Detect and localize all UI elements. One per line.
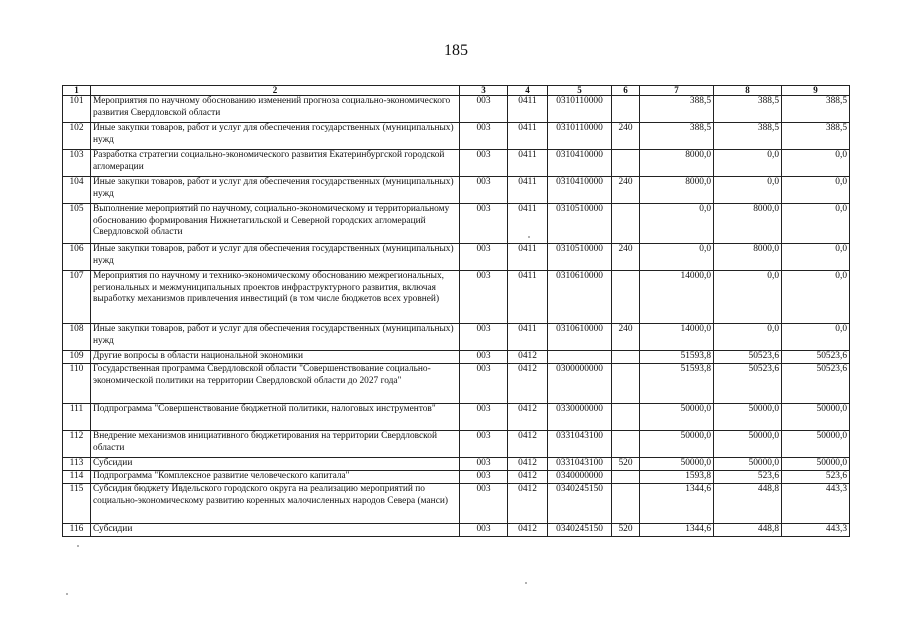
section-code: 0412 [508,404,548,431]
section-code: 0412 [508,431,548,458]
amount-col7: 1344,6 [640,484,714,524]
row-number: 103 [63,150,91,177]
expense-type-code [612,96,640,123]
table-row [63,404,850,431]
target-article-code: 0331043100 [548,458,612,471]
amount-col7: 51593,8 [640,364,714,404]
amount-col7: 14000,0 [640,271,714,324]
row-description: Подпрограмма "Совершенствование бюджетной политики, налоговых инструментов" [91,404,460,431]
amount-col8: 8000,0 [714,204,782,244]
amount-col8: 50000,0 [714,431,782,458]
row-number: 102 [63,123,91,150]
target-article-code: 0340245150 [548,524,612,537]
row-description: Подпрограмма "Комплексное развитие человеческого капитала" [91,471,460,484]
column-header: 3 [460,86,508,96]
ministry-code: 003 [460,471,508,484]
ministry-code: 003 [460,484,508,524]
amount-col7: 8000,0 [640,150,714,177]
table-row [63,351,850,364]
target-article-code: 0310410000 [548,150,612,177]
amount-col9: 388,5 [782,96,850,123]
amount-col9: 0,0 [782,204,850,244]
expense-type-code: 240 [612,244,640,271]
amount-col7: 388,5 [640,96,714,123]
section-code: 0411 [508,204,548,244]
amount-col7: 50000,0 [640,431,714,458]
table-row [63,524,850,537]
section-code: 0411 [508,244,548,271]
amount-col9: 50000,0 [782,431,850,458]
section-code: 0411 [508,150,548,177]
target-article-code: 0340000000 [548,471,612,484]
table-row [63,431,850,458]
scan-speck [66,593,68,595]
amount-col8: 0,0 [714,271,782,324]
expense-type-code [612,431,640,458]
table-row [63,324,850,351]
section-code: 0411 [508,123,548,150]
expense-type-code: 240 [612,177,640,204]
column-header: 6 [612,86,640,96]
ministry-code: 003 [460,324,508,351]
column-header: 1 [63,86,91,96]
ministry-code: 003 [460,271,508,324]
section-code: 0411 [508,324,548,351]
amount-col8: 50000,0 [714,458,782,471]
target-article-code: 0310110000 [548,96,612,123]
amount-col8: 388,5 [714,96,782,123]
target-article-code: 0310510000 [548,204,612,244]
table-row [63,364,850,404]
row-number: 105 [63,204,91,244]
column-header: 7 [640,86,714,96]
amount-col9: 50523,6 [782,351,850,364]
row-number: 110 [63,364,91,404]
row-number: 113 [63,458,91,471]
row-number: 108 [63,324,91,351]
target-article-code: 0310410000 [548,177,612,204]
expense-type-code: 240 [612,123,640,150]
amount-col7: 50000,0 [640,458,714,471]
row-description: Мероприятия по научному обоснованию изменений прогноза социально-экономического развития Свердловской области [91,96,460,123]
row-number: 104 [63,177,91,204]
amount-col7: 1344,6 [640,524,714,537]
target-article-code: 0310610000 [548,271,612,324]
ministry-code: 003 [460,150,508,177]
ministry-code: 003 [460,204,508,244]
amount-col8: 50523,6 [714,351,782,364]
expense-type-code [612,150,640,177]
scan-speck [525,582,527,584]
row-description: Иные закупки товаров, работ и услуг для обеспечения государственных (муниципальных) нужд [91,324,460,351]
section-code: 0411 [508,96,548,123]
section-code: 0412 [508,364,548,404]
row-description: Иные закупки товаров, работ и услуг для обеспечения государственных (муниципальных) нужд [91,244,460,271]
row-description: Выполнение мероприятий по научному, социально-экономическому и территориальному обоснованию формирования Нижнетагильской и Северной городских агломераций Свердловской области [91,204,460,244]
scan-speck [77,545,79,547]
ministry-code: 003 [460,458,508,471]
amount-col8: 523,6 [714,471,782,484]
table-row [63,244,850,271]
section-code: 0412 [508,351,548,364]
ministry-code: 003 [460,244,508,271]
amount-col9: 0,0 [782,324,850,351]
amount-col9: 0,0 [782,177,850,204]
amount-col9: 388,5 [782,123,850,150]
row-number: 106 [63,244,91,271]
expense-type-code [612,484,640,524]
amount-col8: 0,0 [714,150,782,177]
expense-type-code [612,364,640,404]
row-description: Внедрение механизмов инициативного бюджетирования на территории Свердловской области [91,431,460,458]
row-description: Субсидии [91,524,460,537]
section-code: 0411 [508,177,548,204]
row-description: Субсидии [91,458,460,471]
target-article-code [548,351,612,364]
row-description: Субсидия бюджету Ивдельского городского округа на реализацию мероприятий по социально-экономическому развитию коренных малочисленных народов Севера (манси) [91,484,460,524]
amount-col7: 51593,8 [640,351,714,364]
section-code: 0412 [508,458,548,471]
column-header: 8 [714,86,782,96]
row-description: Иные закупки товаров, работ и услуг для обеспечения государственных (муниципальных) нужд [91,177,460,204]
amount-col8: 448,8 [714,484,782,524]
expense-type-code [612,471,640,484]
table-row [63,471,850,484]
ministry-code: 003 [460,351,508,364]
target-article-code: 0310610000 [548,324,612,351]
amount-col7: 0,0 [640,244,714,271]
amount-col7: 50000,0 [640,404,714,431]
ministry-code: 003 [460,404,508,431]
row-number: 109 [63,351,91,364]
amount-col8: 8000,0 [714,244,782,271]
row-number: 101 [63,96,91,123]
row-number: 115 [63,484,91,524]
section-code: 0412 [508,471,548,484]
header-row [63,86,850,96]
amount-col9: 523,6 [782,471,850,484]
amount-col7: 14000,0 [640,324,714,351]
section-code: 0411 [508,271,548,324]
expense-type-code [612,404,640,431]
scan-speck [528,236,530,238]
column-header: 5 [548,86,612,96]
row-number: 112 [63,431,91,458]
column-header: 9 [782,86,850,96]
target-article-code: 0330000000 [548,404,612,431]
page-number: 185 [444,42,468,59]
amount-col8: 388,5 [714,123,782,150]
target-article-code: 0331043100 [548,431,612,458]
amount-col7: 1593,8 [640,471,714,484]
column-header: 4 [508,86,548,96]
expense-type-code [612,204,640,244]
ministry-code: 003 [460,431,508,458]
amount-col9: 443,3 [782,484,850,524]
amount-col7: 8000,0 [640,177,714,204]
table-row [63,271,850,324]
target-article-code: 0310110000 [548,123,612,150]
ministry-code: 003 [460,364,508,404]
ministry-code: 003 [460,96,508,123]
amount-col9: 443,3 [782,524,850,537]
row-description: Мероприятия по научному и технико-экономическому обоснованию межрегиональных, региональных и межмуниципальных проектов инфраструктурного развития, включая выработку механизмов привлечения инвестиций (в том числе бюджетов всех уровней) [91,271,460,324]
ministry-code: 003 [460,524,508,537]
target-article-code: 0300000000 [548,364,612,404]
table-row [63,96,850,123]
row-description: Иные закупки товаров, работ и услуг для обеспечения государственных (муниципальных) нужд [91,123,460,150]
expense-type-code [612,351,640,364]
table-row [63,123,850,150]
row-description: Государственная программа Свердловской области "Совершенствование социально-экономической политики на территории Свердловской области до 2027 года" [91,364,460,404]
budget-table [62,85,850,537]
amount-col8: 0,0 [714,324,782,351]
section-code: 0412 [508,484,548,524]
expense-type-code [612,271,640,324]
amount-col9: 50000,0 [782,404,850,431]
amount-col9: 0,0 [782,150,850,177]
amount-col9: 50523,6 [782,364,850,404]
amount-col9: 0,0 [782,271,850,324]
target-article-code: 0310510000 [548,244,612,271]
expense-type-code: 520 [612,524,640,537]
ministry-code: 003 [460,177,508,204]
amount-col8: 50523,6 [714,364,782,404]
row-description: Разработка стратегии социально-экономического развития Екатеринбургской городской агломерации [91,150,460,177]
table-row [63,204,850,244]
ministry-code: 003 [460,123,508,150]
amount-col7: 388,5 [640,123,714,150]
amount-col9: 0,0 [782,244,850,271]
table-row [63,458,850,471]
section-code: 0412 [508,524,548,537]
expense-type-code: 240 [612,324,640,351]
row-number: 116 [63,524,91,537]
amount-col8: 50000,0 [714,404,782,431]
expense-type-code: 520 [612,458,640,471]
amount-col7: 0,0 [640,204,714,244]
amount-col9: 50000,0 [782,458,850,471]
column-header: 2 [91,86,460,96]
target-article-code: 0340245150 [548,484,612,524]
row-number: 107 [63,271,91,324]
row-number: 114 [63,471,91,484]
row-description: Другие вопросы в области национальной экономики [91,351,460,364]
amount-col8: 448,8 [714,524,782,537]
amount-col8: 0,0 [714,177,782,204]
table-row [63,150,850,177]
row-number: 111 [63,404,91,431]
table-row [63,177,850,204]
table-row [63,484,850,524]
